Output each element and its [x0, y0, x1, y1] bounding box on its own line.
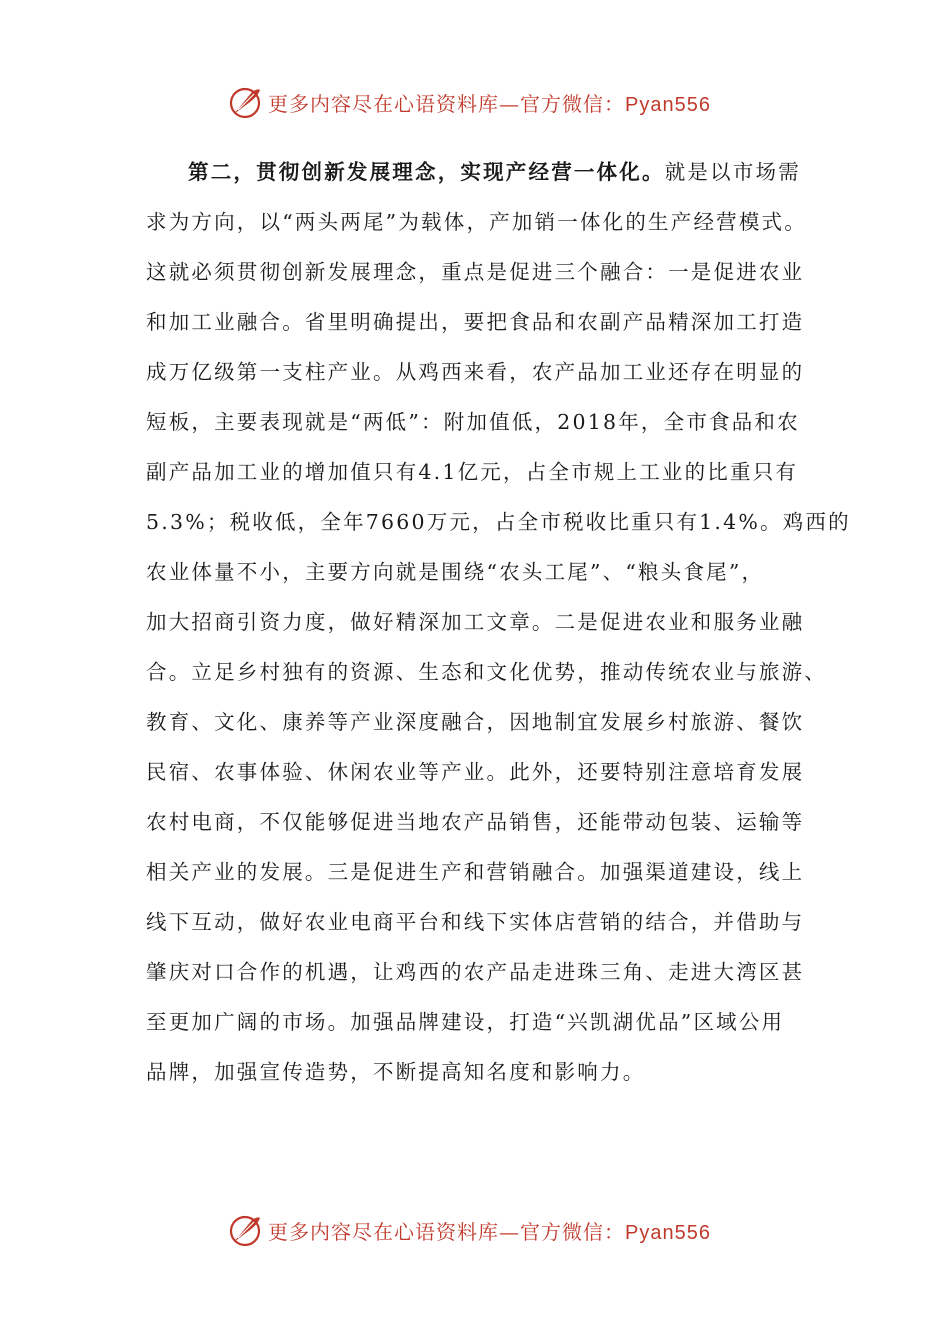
- quill-pen-icon: [228, 1212, 264, 1248]
- paragraph-line: 线下互动，做好农业电商平台和线下实体店营销的结合，并借助与: [146, 910, 805, 934]
- paragraph-line: 至更加广阔的市场。加强品牌建设，打造“兴凯湖优品”区域公用: [146, 1010, 785, 1034]
- wechat-id: Pyan556: [625, 1221, 711, 1244]
- paragraph-line: 合。立足乡村独有的资源、生态和文化优势，推动传统农业与旅游、: [146, 660, 827, 684]
- paragraph-line: 民宿、农事体验、休闲农业等产业。此外，还要特别注意培育发展: [146, 760, 805, 784]
- footer-banner: [228, 1210, 711, 1250]
- wechat-id: Pyan556: [625, 93, 711, 116]
- paragraph-line: 肇庆对口合作的机遇，让鸡西的农产品走进珠三角、走进大湾区甚: [146, 960, 805, 984]
- paragraph-line: 品牌，加强宣传造势，不断提高知名度和影响力。: [146, 1060, 646, 1084]
- paragraph-line: 副产品加工业的增加值只有4.1亿元，占全市规上工业的比重只有: [146, 460, 799, 484]
- paragraph-line: 短板，主要表现就是“两低”：附加值低，2018年，全市食品和农: [146, 410, 800, 434]
- body-paragraph: [146, 147, 851, 1097]
- paragraph-line: 相关产业的发展。三是促进生产和营销融合。加强渠道建设，线上: [146, 860, 805, 884]
- paragraph-line: 这就必须贯彻创新发展理念，重点是促进三个融合：一是促进农业: [146, 260, 805, 284]
- paragraph-line: 加大招商引资力度，做好精深加工文章。二是促进农业和服务业融: [146, 610, 805, 634]
- banner-text: 更多内容尽在心语资料库—官方微信：Pyan556: [268, 91, 711, 116]
- paragraph-line: 求为方向，以“两头两尾”为载体，产加销一体化的生产经营模式。: [146, 210, 807, 234]
- quill-pen-icon: [228, 84, 264, 120]
- paragraph-line: 成万亿级第一支柱产业。从鸡西来看，农产品加工业还存在明显的: [146, 360, 805, 384]
- paragraph-line: 和加工业融合。省里明确提出，要把食品和农副产品精深加工打造: [146, 310, 805, 334]
- header-banner: [228, 82, 711, 122]
- paragraph-line: 5.3%；税收低，全年7660万元，占全市税收比重只有1.4%。鸡西的: [146, 510, 851, 534]
- paragraph-line: 农业体量不小，主要方向就是围绕“农头工尾”、“粮头食尾”，: [146, 560, 765, 584]
- banner-text: 更多内容尽在心语资料库—官方微信：Pyan556: [268, 1219, 711, 1244]
- paragraph-line-1: 第二，贯彻创新发展理念，实现产经营一体化。就是以市场需: [188, 160, 801, 184]
- paragraph-line: 农村电商，不仅能够促进当地农产品销售，还能带动包装、运输等: [146, 810, 805, 834]
- paragraph-line: 教育、文化、康养等产业深度融合，因地制宜发展乡村旅游、餐饮: [146, 710, 805, 734]
- paragraph-heading: 第二，贯彻创新发展理念，实现产经营一体化。: [188, 160, 665, 184]
